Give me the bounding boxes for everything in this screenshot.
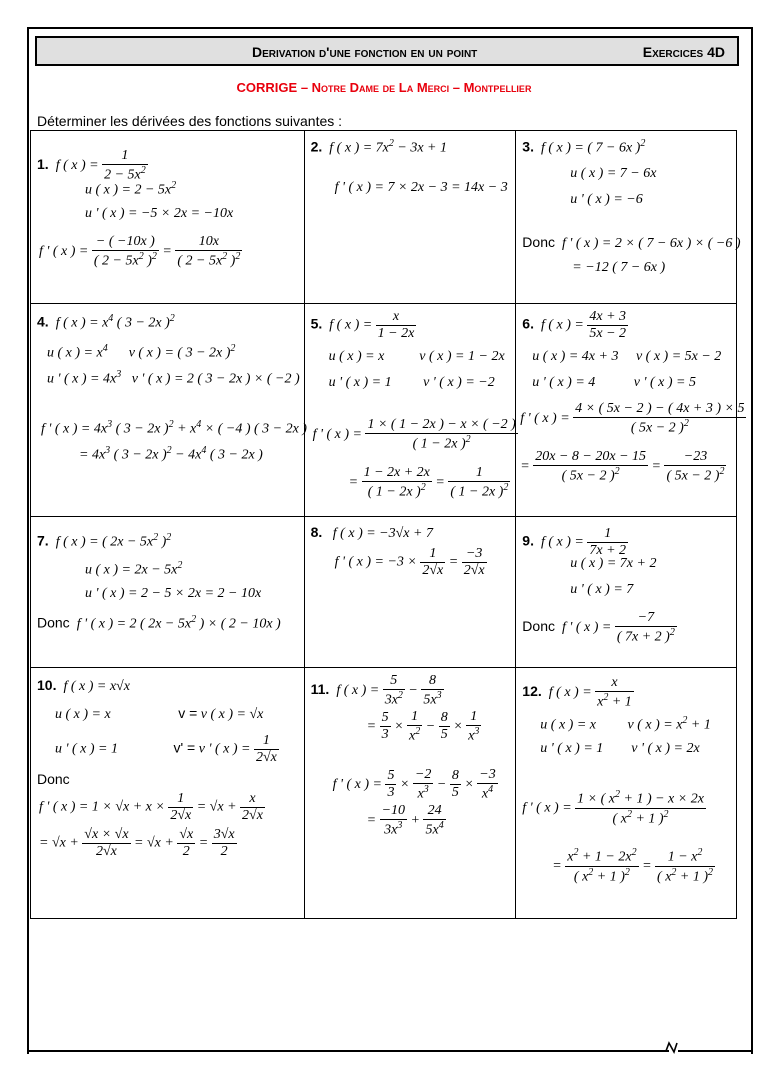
exercise-number: 9. (522, 532, 534, 549)
page-bottom-border-right (678, 1050, 751, 1052)
subtitle-school: Notre Dame de La Merci – Montpellier (311, 80, 532, 95)
exercise-number: 7. (37, 532, 49, 549)
page-corner-mark (664, 1040, 680, 1054)
v-label: v = (178, 705, 198, 721)
exercise-number: 2. (310, 138, 323, 155)
header-exercise-label: Exercices 4D (642, 44, 725, 60)
exercise-number: 5. (310, 315, 323, 332)
exercise-6: 6. f ( x ) = $\frac{4x + 3}{5x - 2}$ u ( x ) = 4x + 3 v ( x ) = 5x − 2 u ' ( x ) = 4 v ' ( x ) = 5 f ' ( x ) = $\frac{4 \times ( 5x - 2 ) - ( 4x + 3 ) \times 5}{( 5x - 2 )^2}$ = $\frac{20x - 8 - 20x - 15}{( 5x - 2 )^2}$ = $\frac{-23}{( 5x - 2 )^2}$ (516, 304, 737, 517)
page-bottom-border (27, 1050, 669, 1052)
donc-label: Donc (522, 234, 555, 250)
donc-label: Donc (522, 618, 555, 635)
exercise-2: 2. f ( x ) = $7x^2 - 3x + 1$ f ' ( x ) = 7 × 2x − 3 = 14x − 3 (304, 131, 516, 304)
exercise-9: 9. f ( x ) = $\frac{1}{7x + 2}$ u ( x ) = 7x + 2 u ' ( x ) = 7 Donc f ' ( x ) = $\frac{-7}{( 7x + 2 )^2}$ (516, 517, 737, 668)
exercise-11: 11. f ( x ) = $\frac{5}{3x^2}$ − $\frac{8}{5x^3}$ = $\frac{5}{3}$ × $\frac{1}{x^2}$ − $\frac{8}{5}$ × $\frac{1}{x^3}$ f ' ( x ) = $\frac{5}{3}$ × $\frac{-2}{x^3}$ − $\frac{8}{5}$ × $\frac{-3}{x^4}$ = $\frac{-10}{3x^3}$ + $\frac{24}{5x^4}$ (304, 668, 516, 919)
exercise-3: 3. f ( x ) = ( 7 − 6x )$^2$ u ( x ) = 7 − 6x u ' ( x ) = −6 Donc f ' ( x ) = 2 × ( 7 − 6x ) × ( −6 ) = −12 ( 7 − 6x ) (516, 131, 737, 304)
exercise-number: 3. (522, 138, 534, 155)
exercise-number: 6. (522, 315, 534, 332)
exercise-4: 4. f ( x ) = $x^4$ ( 3 − 2x )$^2$ u ( x ) = $x^4$ v ( x ) = ( 3 − 2x )$^2$ u ' ( x ) = $4x^3$ v ' ( x ) = 2 ( 3 − 2x ) × ( −2 ) f ' ( x ) = $4x^3$ ( 3 − 2x )$^2 + x^4$ × ( −4 ) ( 3 − 2x ) = $4x^3$ ( 3 − 2x )$^2 - 4x^4$ ( 3 − 2x ) (31, 304, 305, 517)
exercise-number: 8. (310, 524, 323, 540)
instruction-text: Déterminer les dérivées des fonctions suivantes : (37, 113, 343, 129)
exercise-1: 1. f ( x ) = $\frac{1}{2 - 5x^2}$ u ( x ) = $2 - 5x^2$ u ' ( x ) = −5 × 2x = −10x f ' ( x ) = $\frac{- ( -10x )}{( 2 - 5x^2 )^2}$ = $\frac{10x}{( 2 - 5x^2 )^2}$ (31, 131, 305, 304)
exercise-number: 10. (37, 677, 57, 693)
vp-label: v' = (173, 739, 196, 756)
exercise-number: 1. (37, 156, 49, 173)
exercise-7: 7. f ( x ) = ( $2x - 5x^2$ )$^2$ u ( x ) = $2x - 5x^2$ u ' ( x ) = 2 − 5 × 2x = 2 − 10x Donc f ' ( x ) = 2 ( $2x - 5x^2$ ) × ( 2 − 10x ) (31, 517, 305, 668)
exercise-12: 12. f ( x ) = $\frac{x}{x^2 + 1}$ u ( x ) = x v ( x ) = $x^2 + 1$ u ' ( x ) = 1 v ' ( x ) = 2x f ' ( x ) = $\frac{1 \times ( x^2 + 1 ) - x \times 2x}{( x^2 + 1 )^2}$ = $\frac{x^2 + 1 - 2x^2}{( x^2 + 1 )^2}$ = $\frac{1 - x^2}{( x^2 + 1 )^2}$ (516, 668, 737, 919)
donc-label: Donc (37, 614, 70, 631)
exercise-10: 10. f ( x ) = x√x u ( x ) = x v = v ( x ) = √x u ' ( x ) = 1 v' = v ' ( x ) = $\frac{1}{2√x}$ Donc f ' ( x ) = 1 × √x + x × $\frac{1}{2√x}$ = √x + $\frac{x}{2√x}$ = √x + $\frac{√x \times √x}{2√x}$ = √x + $\frac{√x}{2}$ = $\frac{3√x}{2}$ (31, 668, 305, 919)
header-title: Derivation d'une fonction en un point (252, 44, 478, 60)
header-banner (35, 36, 739, 66)
exercise-8: 8. f ( x ) = −3√x + 7 f ' ( x ) = −3 × $\frac{1}{2√x}$ = $\frac{-3}{2√x}$ (304, 517, 516, 668)
donc-label: Donc (37, 771, 70, 787)
subtitle (0, 80, 768, 95)
exercise-grid (30, 130, 745, 919)
subtitle-prefix: CORRIGE – (236, 80, 312, 95)
exercise-number: 4. (37, 313, 49, 330)
exercise-number: 12. (522, 683, 542, 700)
exercise-5: 5. f ( x ) = $\frac{x}{1 - 2x}$ u ( x ) = x v ( x ) = 1 − 2x u ' ( x ) = 1 v ' ( x ) = −2 f ' ( x ) = $\frac{1 \times ( 1 - 2x ) - x \times ( -2 )}{( 1 - 2x )^2}$ = $\frac{1 - 2x + 2x}{( 1 - 2x )^2}$ = $\frac{1}{( 1 - 2x )^2}$ (304, 304, 516, 517)
exercise-number: 11. (310, 681, 330, 698)
